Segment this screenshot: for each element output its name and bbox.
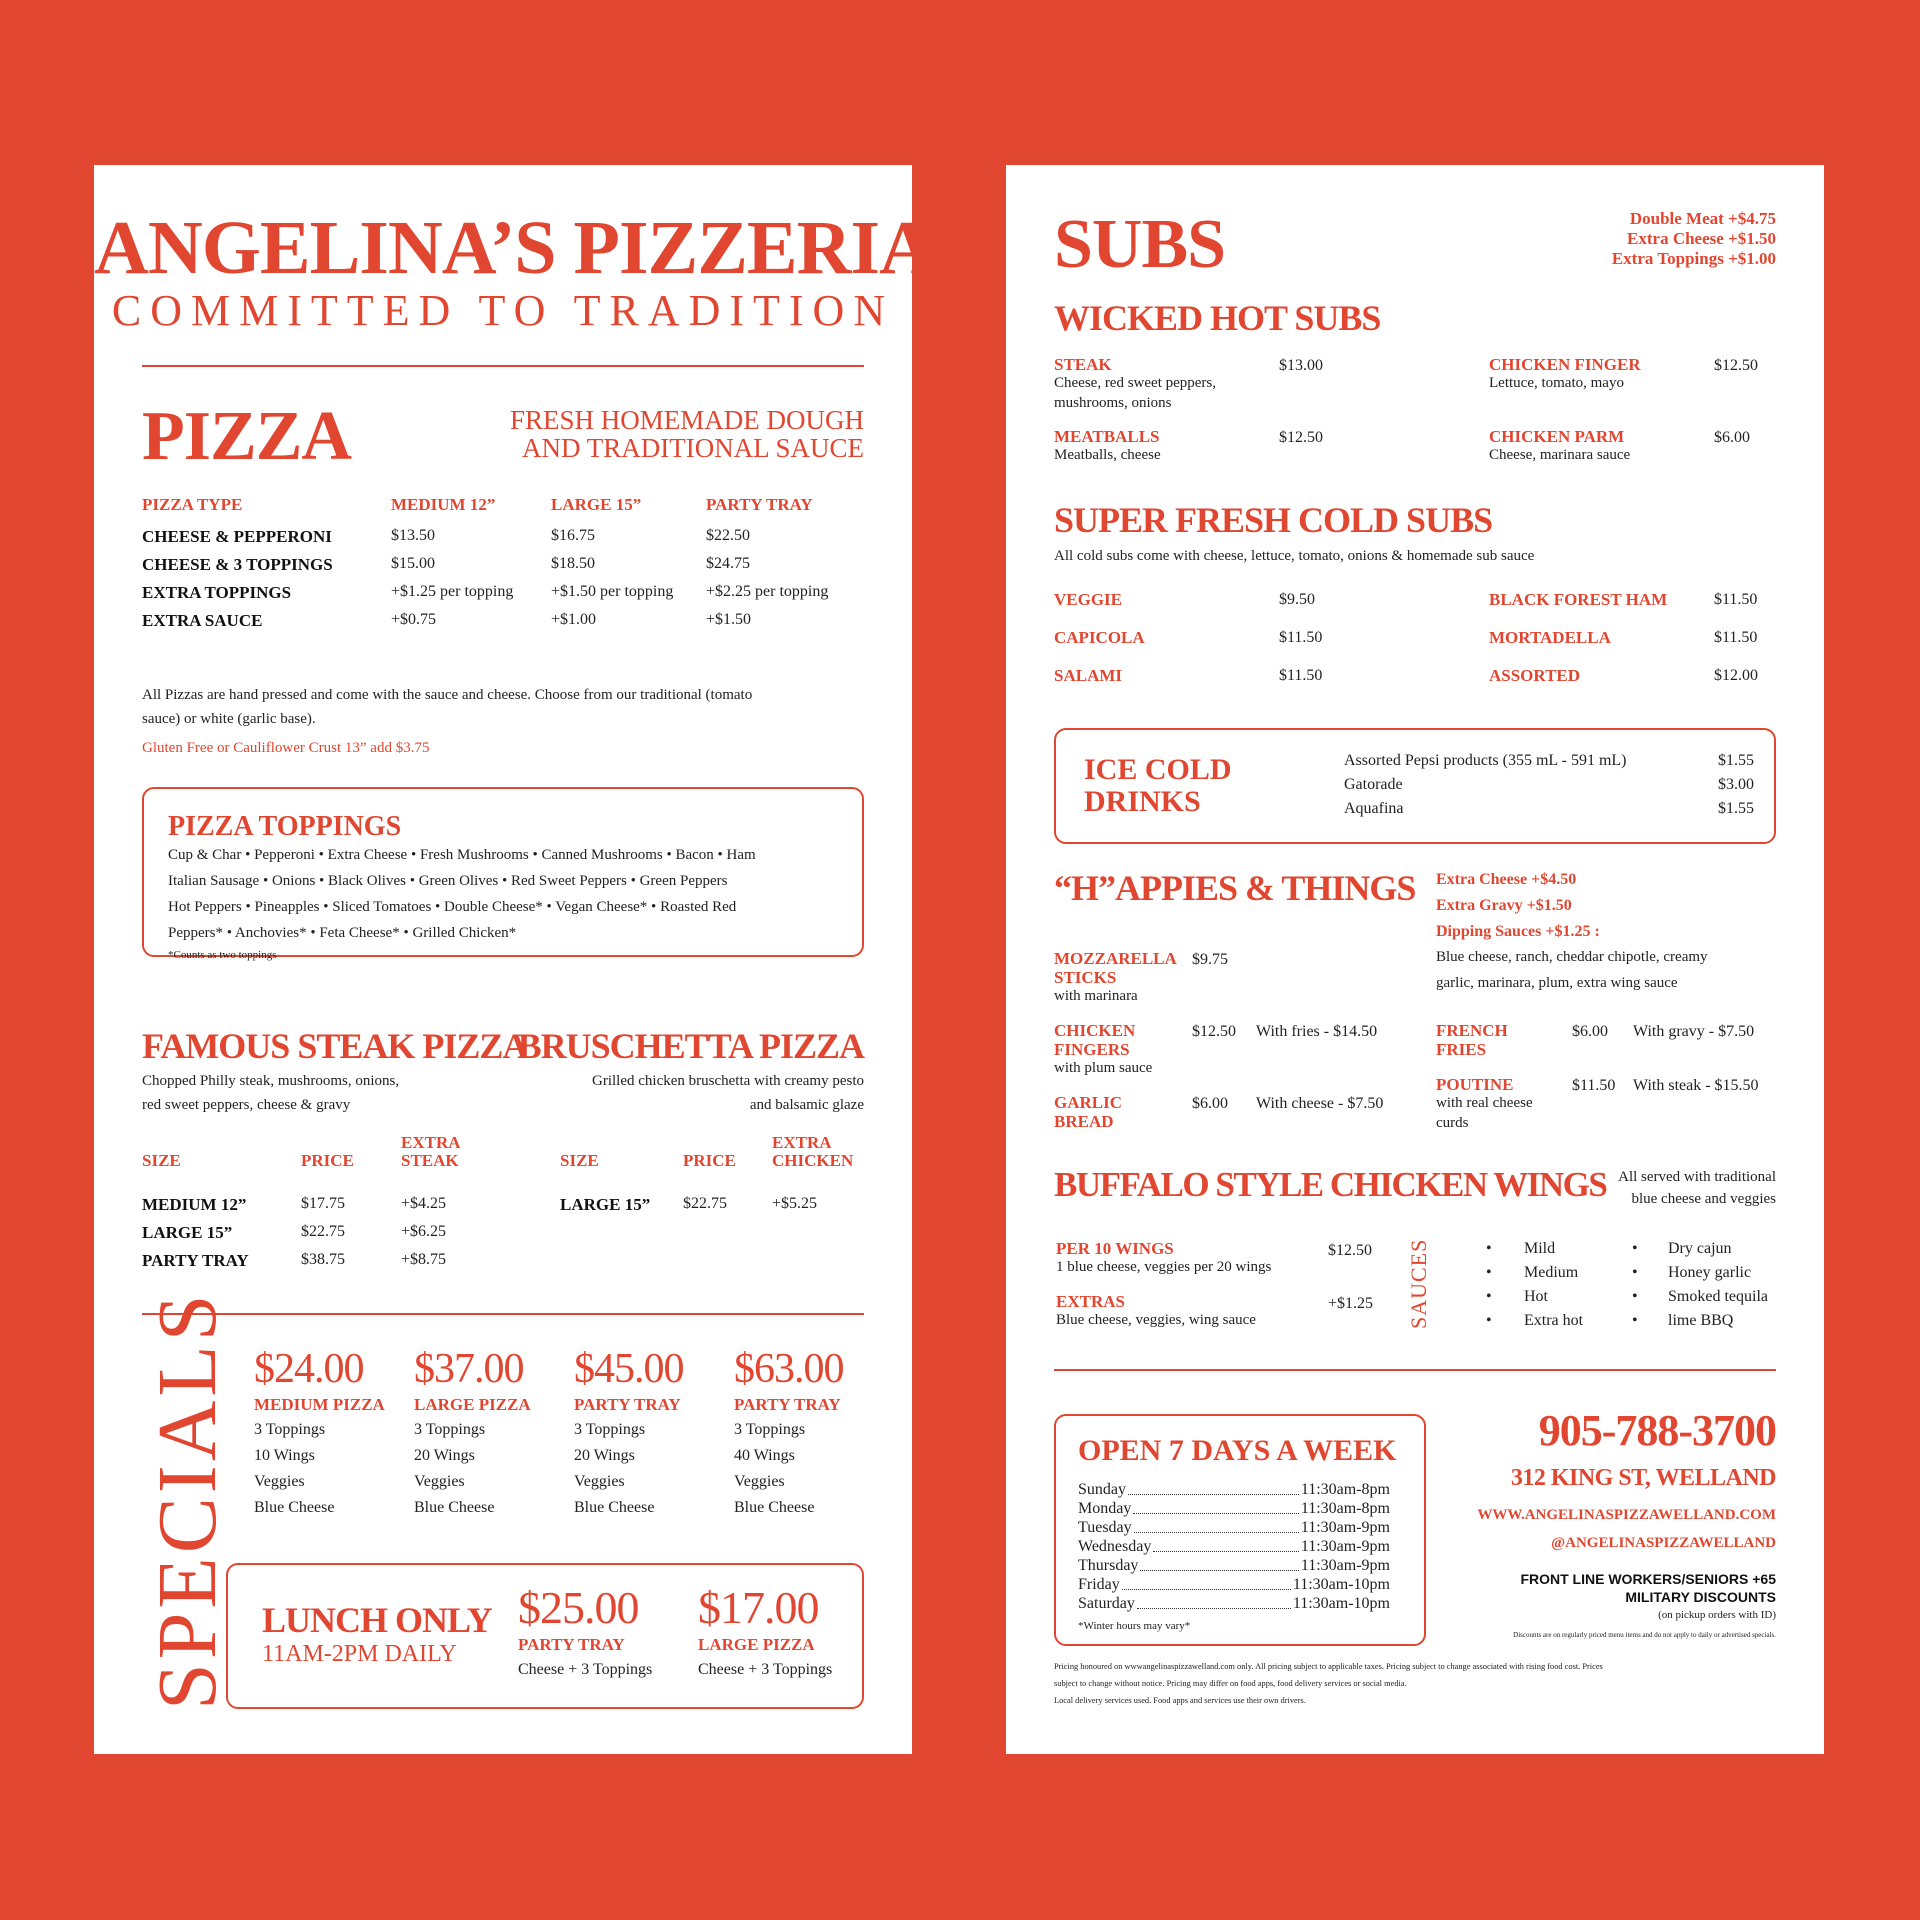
pizza-cell: $16.75: [551, 527, 595, 544]
pizza-cell: $24.75: [706, 555, 750, 572]
cold-sub-price: $11.50: [1279, 667, 1323, 684]
size-cell: +$4.25: [401, 1195, 447, 1212]
happies-option: With steak - $15.50: [1633, 1077, 1759, 1094]
happies-item-name: FRIES: [1436, 1040, 1487, 1059]
size-cell: $38.75: [301, 1251, 345, 1268]
size-cell: +$6.25: [401, 1223, 447, 1240]
pizza-cell: +$1.50: [706, 611, 752, 628]
hot-sub-desc: Cheese, marinara sauce: [1489, 447, 1631, 463]
hours-time: 11:30am-10pm: [1292, 1595, 1390, 1612]
hours-day: Friday: [1078, 1576, 1120, 1593]
size-cell: +$5.25: [772, 1195, 818, 1212]
pizza-row: [142, 611, 864, 639]
lunch-price: $17.00: [698, 1582, 819, 1633]
special-name: MEDIUM PIZZA: [254, 1395, 385, 1414]
special-price: $37.00: [414, 1346, 524, 1392]
wings-note: blue cheese and veggies: [1631, 1191, 1776, 1207]
col-header: PRICE: [301, 1151, 354, 1170]
wings-title: BUFFALO STYLE CHICKEN WINGS: [1054, 1165, 1607, 1204]
sauce-item: Extra hot: [1524, 1312, 1584, 1329]
pizza-row: [142, 527, 864, 555]
lunch-item-name: PARTY TRAY: [518, 1635, 625, 1654]
lunch-title: LUNCH ONLY: [262, 1600, 492, 1640]
happies-option: With fries - $14.50: [1256, 1023, 1378, 1040]
cold-sub-price: $12.00: [1714, 667, 1758, 684]
hours-title: OPEN 7 DAYS A WEEK: [1078, 1434, 1397, 1467]
hours-time: 11:30am-9pm: [1300, 1557, 1390, 1574]
steak-pizza-desc: Chopped Philly steak, mushrooms, onions,: [142, 1073, 400, 1089]
sauce-bullet: •: [1632, 1288, 1638, 1305]
size-cell: $22.75: [683, 1195, 727, 1212]
divider: [142, 1313, 864, 1315]
hot-sub-name: CHICKEN PARM: [1489, 427, 1625, 446]
cold-sub-price: $11.50: [1714, 629, 1758, 646]
drink-name: Aquafina: [1344, 800, 1404, 817]
discount-line: MILITARY DISCOUNTS: [1625, 1589, 1776, 1605]
hours-note: *Winter hours may vary*: [1078, 1620, 1191, 1632]
happies-item-name: BREAD: [1054, 1112, 1114, 1131]
cold-sub-name: SALAMI: [1054, 666, 1123, 685]
hours-leader: [1137, 1608, 1291, 1609]
hot-sub-desc: mushrooms, onions: [1054, 395, 1172, 411]
drinks-box: [1054, 728, 1776, 844]
special-price: $24.00: [254, 1346, 364, 1392]
drinks-title: ICE COLD: [1084, 753, 1232, 786]
pizza-cell: EXTRA TOPPINGS: [142, 583, 292, 602]
pizza-cell: +$2.25 per topping: [706, 583, 829, 600]
pizza-cell: CHEESE & PEPPERONI: [142, 527, 332, 546]
pizza-row: [142, 555, 864, 583]
crust-note: Gluten Free or Cauliflower Crust 13” add $3.75: [142, 740, 430, 756]
col-header: LARGE 15”: [551, 495, 642, 514]
divider: [1054, 1369, 1776, 1371]
hot-sub-name: STEAK: [1054, 355, 1112, 374]
sauce-item: Medium: [1524, 1264, 1579, 1281]
phone-number[interactable]: 905-788-3700: [1538, 1406, 1776, 1455]
discount-line: (on pickup orders with ID): [1658, 1609, 1776, 1621]
col-header: EXTRA: [401, 1133, 461, 1152]
happies-item-name: FRENCH: [1436, 1021, 1508, 1040]
hours-leader: [1134, 1532, 1299, 1533]
sauce-bullet: •: [1486, 1240, 1492, 1257]
hours-leader: [1153, 1551, 1298, 1552]
hours-row: [1078, 1518, 1390, 1537]
special-item: Blue Cheese: [414, 1499, 495, 1516]
addon-price: Extra Toppings +$1.00: [1611, 249, 1776, 268]
pizza-heading: PIZZA: [142, 398, 351, 475]
special-name: PARTY TRAY: [734, 1395, 841, 1414]
hours-row: [1078, 1537, 1390, 1556]
happies-item-name: STICKS: [1054, 968, 1117, 987]
special-item: Veggies: [734, 1473, 785, 1490]
sauces-label: SAUCES: [1406, 1238, 1431, 1329]
hours-day: Wednesday: [1078, 1538, 1152, 1555]
happies-price: $11.50: [1572, 1077, 1616, 1094]
col-header: SIZE: [142, 1151, 181, 1170]
special-name: LARGE PIZZA: [414, 1395, 531, 1414]
pizza-note: sauce) or white (garlic base).: [142, 711, 316, 727]
size-cell: PARTY TRAY: [142, 1251, 249, 1270]
special-item: 3 Toppings: [734, 1421, 806, 1438]
hours-row: [1078, 1480, 1390, 1499]
hours-day: Thursday: [1078, 1557, 1139, 1574]
toppings-box: [142, 787, 864, 961]
toppings-line: Hot Peppers • Pineapples • Sliced Tomatoes • Double Cheese* • Vegan Cheese* • Roasted Red: [168, 899, 737, 915]
size-row: [142, 1195, 482, 1223]
toppings-line: Peppers* • Anchovies* • Feta Cheese* • Grilled Chicken*: [168, 925, 517, 941]
restaurant-tagline: COMMITTED TO TRADITION: [111, 286, 895, 335]
special-item: Veggies: [414, 1473, 465, 1490]
happies-title: “H”APPIES & THINGS: [1054, 868, 1416, 908]
size-cell: +$8.75: [401, 1251, 447, 1268]
pizza-cell: CHEESE & 3 TOPPINGS: [142, 555, 333, 574]
sauce-item: Dry cajun: [1668, 1240, 1732, 1257]
cold-sub-name: VEGGIE: [1054, 590, 1123, 609]
special-price: $63.00: [734, 1346, 844, 1392]
col-header: PARTY TRAY: [706, 495, 813, 514]
pizza-cell: +$1.25 per topping: [391, 583, 514, 600]
happies-item-name: POUTINE: [1436, 1075, 1514, 1094]
toppings-line: Cup & Char • Pepperoni • Extra Cheese • Fresh Mushrooms • Canned Mushrooms • Bacon • Ham: [168, 847, 756, 863]
size-cell: MEDIUM 12”: [142, 1195, 247, 1214]
special-item: Blue Cheese: [574, 1499, 655, 1516]
wings-note: All served with traditional: [1618, 1169, 1776, 1185]
pizza-cell: +$1.00: [551, 611, 597, 628]
sauce-item: Honey garlic: [1668, 1264, 1752, 1281]
cold-sub-price: $11.50: [1714, 591, 1758, 608]
pizza-subheading-2: AND TRADITIONAL SAUCE: [522, 433, 864, 463]
col-header: STEAK: [401, 1151, 459, 1170]
pizza-subheading-1: FRESH HOMEMADE DOUGH: [509, 405, 864, 435]
sauce-item: Smoked tequila: [1668, 1288, 1768, 1305]
fineprint: Pricing honoured on wwwangelinaspizzawelland.com only. All pricing subject to applicable taxes. Pricing subject to change associated with rising food cost. Prices: [1054, 1662, 1603, 1671]
col-header: MEDIUM 12”: [391, 495, 496, 514]
hours-time: 11:30am-9pm: [1300, 1538, 1390, 1555]
special-item: Blue Cheese: [254, 1499, 335, 1516]
lunch-item-name: LARGE PIZZA: [698, 1635, 815, 1654]
special-item: 10 Wings: [254, 1447, 315, 1464]
happies-item-name: FINGERS: [1054, 1040, 1130, 1059]
pizza-note: All Pizzas are hand pressed and come with the sauce and cheese. Choose from our traditional (tomato: [142, 687, 753, 703]
hours-row: [1078, 1556, 1390, 1575]
size-cell: LARGE 15”: [142, 1223, 233, 1242]
sauce-bullet: •: [1632, 1240, 1638, 1257]
divider: [142, 365, 864, 367]
fineprint: Local delivery services used. Food apps and services use their own drivers.: [1054, 1696, 1306, 1705]
menu-page-subs: [1006, 165, 1824, 1754]
cold-sub-name: BLACK FOREST HAM: [1489, 590, 1668, 609]
col-header: SIZE: [560, 1151, 599, 1170]
special-price: $45.00: [574, 1346, 684, 1392]
col-header: PIZZA TYPE: [142, 495, 243, 514]
sauce-bullet: •: [1486, 1288, 1492, 1305]
cold-sub-price: $11.50: [1279, 629, 1323, 646]
specials-label: SPECIALS: [141, 1290, 234, 1710]
hours-row: [1078, 1575, 1390, 1594]
hours-time: 11:30am-8pm: [1300, 1481, 1390, 1498]
hours-time: 11:30am-8pm: [1300, 1500, 1390, 1517]
hours-day: Tuesday: [1078, 1519, 1132, 1536]
website-link[interactable]: WWW.ANGELINASPIZZAWELLAND.COM: [1477, 1507, 1776, 1523]
happies-price: $9.75: [1192, 951, 1228, 968]
drink-price: $3.00: [1718, 776, 1754, 793]
drink-name: Assorted Pepsi products (355 mL - 591 mL): [1344, 752, 1627, 769]
hours-row: [1078, 1499, 1390, 1518]
cold-sub-name: CAPICOLA: [1054, 628, 1145, 647]
cold-subs-title: SUPER FRESH COLD SUBS: [1054, 500, 1493, 540]
happies-option: With cheese - $7.50: [1256, 1095, 1384, 1112]
drink-price: $1.55: [1718, 752, 1754, 769]
cold-sub-name: ASSORTED: [1489, 666, 1581, 685]
special-item: Veggies: [574, 1473, 625, 1490]
address: 312 KING ST, WELLAND: [1510, 1465, 1776, 1491]
special-item: 20 Wings: [574, 1447, 635, 1464]
dipping-sauces: Blue cheese, ranch, cheddar chipotle, creamy: [1436, 949, 1708, 965]
happies-item-name: GARLIC: [1054, 1093, 1123, 1112]
bruschetta-pizza-desc: and balsamic glaze: [749, 1097, 864, 1113]
steak-pizza-title: FAMOUS STEAK PIZZA: [142, 1026, 528, 1066]
special-item: 3 Toppings: [414, 1421, 486, 1438]
hot-subs-title: WICKED HOT SUBS: [1054, 298, 1381, 338]
hot-sub-name: MEATBALLS: [1054, 427, 1160, 446]
sauce-item: Mild: [1524, 1240, 1556, 1257]
discount-fineprint: Discounts are on regularly priced menu items and do not apply to daily or advertised specials.: [1513, 1631, 1776, 1639]
special-item: Veggies: [254, 1473, 305, 1490]
hours-day: Monday: [1078, 1500, 1132, 1517]
special-item: 3 Toppings: [574, 1421, 646, 1438]
steak-pizza-desc: red sweet peppers, cheese & gravy: [142, 1097, 351, 1113]
pizza-cell: +$1.50 per topping: [551, 583, 674, 600]
pizza-cell: $13.50: [391, 527, 435, 544]
size-cell: LARGE 15”: [560, 1195, 651, 1214]
lunch-box: [226, 1563, 864, 1709]
size-row: [142, 1223, 482, 1251]
fineprint: subject to change without notice. Pricing may differ on food apps, food delivery services or social media.: [1054, 1679, 1407, 1688]
special-item: 3 Toppings: [254, 1421, 326, 1438]
happies-extra: Extra Cheese +$4.50: [1436, 871, 1577, 888]
hours-leader: [1140, 1570, 1298, 1571]
discount-line: FRONT LINE WORKERS/SENIORS +65: [1520, 1571, 1776, 1587]
size-cell: $22.75: [301, 1223, 345, 1240]
hours-day: Saturday: [1078, 1595, 1135, 1612]
hot-sub-desc: Lettuce, tomato, mayo: [1489, 375, 1624, 391]
wings-price: +$1.25: [1328, 1295, 1374, 1312]
lunch-hours: 11AM-2PM DAILY: [262, 1641, 457, 1667]
lunch-item-desc: Cheese + 3 Toppings: [698, 1661, 833, 1678]
special-item: 20 Wings: [414, 1447, 475, 1464]
hot-sub-desc: Meatballs, cheese: [1054, 447, 1161, 463]
hours-day: Sunday: [1078, 1481, 1126, 1498]
lunch-price: $25.00: [518, 1582, 639, 1633]
bruschetta-pizza-desc: Grilled chicken bruschetta with creamy pesto: [592, 1073, 864, 1089]
drinks-title: DRINKS: [1084, 785, 1201, 818]
subs-heading: SUBS: [1054, 206, 1226, 283]
wings-item: EXTRAS: [1056, 1292, 1125, 1311]
drink-price: $1.55: [1718, 800, 1754, 817]
pizza-row: [142, 583, 864, 611]
dipping-sauces: garlic, marinara, plum, extra wing sauce: [1436, 975, 1678, 991]
happies-price: $6.00: [1572, 1023, 1608, 1040]
col-header: EXTRA: [772, 1133, 832, 1152]
hot-sub-price: $12.50: [1279, 429, 1323, 446]
cold-sub-price: $9.50: [1279, 591, 1315, 608]
happies-price: $12.50: [1192, 1023, 1236, 1040]
pizza-cell: $18.50: [551, 555, 595, 572]
toppings-footnote: *Counts as two toppings: [168, 949, 277, 961]
pizza-price-table: [142, 495, 864, 639]
cold-sub-name: MORTADELLA: [1489, 628, 1611, 647]
happies-item-desc: with plum sauce: [1054, 1060, 1153, 1076]
hot-sub-name: CHICKEN FINGER: [1489, 355, 1641, 374]
special-item: Blue Cheese: [734, 1499, 815, 1516]
happies-item-desc: curds: [1436, 1115, 1469, 1131]
addon-price: Extra Cheese +$1.50: [1627, 229, 1776, 248]
lunch-item-desc: Cheese + 3 Toppings: [518, 1661, 653, 1678]
wings-item-desc: Blue cheese, veggies, wing sauce: [1056, 1312, 1256, 1328]
hot-sub-price: $13.00: [1279, 357, 1323, 374]
happies-item-name: CHICKEN: [1054, 1021, 1136, 1040]
happies-option: With gravy - $7.50: [1633, 1023, 1755, 1040]
col-header: CHICKEN: [772, 1151, 854, 1170]
wings-item: PER 10 WINGS: [1056, 1239, 1174, 1258]
toppings-line: Italian Sausage • Onions • Black Olives • Green Olives • Red Sweet Peppers • Green Peppers: [168, 873, 728, 889]
hours-leader: [1122, 1589, 1291, 1590]
wings-price: $12.50: [1328, 1242, 1372, 1259]
size-row: [142, 1251, 482, 1279]
menu-page-pizza: [94, 165, 933, 1754]
special-item: 40 Wings: [734, 1447, 795, 1464]
hours-leader: [1128, 1494, 1299, 1495]
happies-item-name: MOZZARELLA: [1054, 949, 1177, 968]
hot-sub-price: $12.50: [1714, 357, 1758, 374]
sauce-item: Hot: [1524, 1288, 1548, 1305]
sauce-bullet: •: [1632, 1312, 1638, 1329]
addon-price: Double Meat +$4.75: [1629, 209, 1776, 228]
sauce-bullet: •: [1486, 1312, 1492, 1329]
pizza-cell: +$0.75: [391, 611, 437, 628]
size-cell: $17.75: [301, 1195, 345, 1212]
toppings-title: PIZZA TOPPINGS: [168, 811, 402, 842]
pizza-cell: $15.00: [391, 555, 435, 572]
hot-sub-desc: Cheese, red sweet peppers,: [1054, 375, 1217, 391]
bruschetta-pizza-title: BRUSCHETTA PIZZA: [517, 1026, 864, 1066]
happies-item-desc: with real cheese: [1436, 1095, 1533, 1111]
happies-extra: Dipping Sauces +$1.25 :: [1436, 923, 1600, 940]
hours-time: 11:30am-10pm: [1292, 1576, 1390, 1593]
happies-extra: Extra Gravy +$1.50: [1436, 897, 1572, 914]
restaurant-title: ANGELINA’S PIZZERIA: [94, 206, 933, 290]
special-name: PARTY TRAY: [574, 1395, 681, 1414]
col-header: PRICE: [683, 1151, 736, 1170]
drink-name: Gatorade: [1344, 776, 1403, 793]
hours-box: [1054, 1414, 1426, 1646]
size-row: [560, 1195, 860, 1223]
pizza-cell: EXTRA SAUCE: [142, 611, 263, 630]
sauce-bullet: •: [1632, 1264, 1638, 1281]
sauce-item: lime BBQ: [1668, 1312, 1734, 1329]
social-handle[interactable]: @ANGELINASPIZZAWELLAND: [1551, 1535, 1776, 1551]
hot-sub-price: $6.00: [1714, 429, 1750, 446]
hours-row: [1078, 1594, 1390, 1613]
happies-price: $6.00: [1192, 1095, 1228, 1112]
wings-item-desc: 1 blue cheese, veggies per 20 wings: [1056, 1259, 1272, 1275]
happies-item-desc: with marinara: [1054, 988, 1138, 1004]
hours-leader: [1133, 1513, 1299, 1514]
pizza-cell: $22.50: [706, 527, 750, 544]
hours-time: 11:30am-9pm: [1300, 1519, 1390, 1536]
cold-subs-note: All cold subs come with cheese, lettuce, tomato, onions & homemade sub sauce: [1054, 548, 1535, 564]
sauce-bullet: •: [1486, 1264, 1492, 1281]
